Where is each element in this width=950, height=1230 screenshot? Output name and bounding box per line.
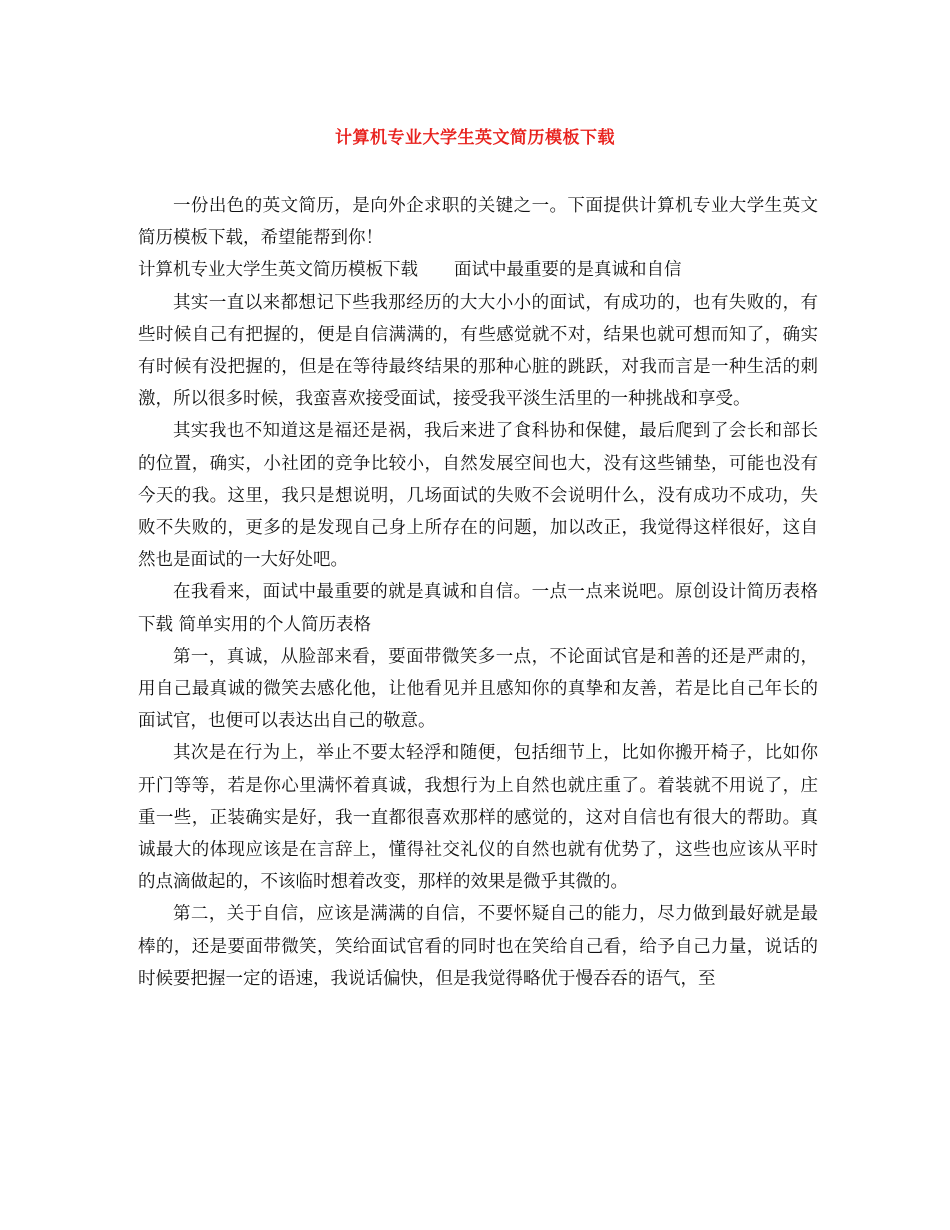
body-paragraph-5: 其次是在行为上，举止不要太轻浮和随便，包括细节上，比如你搬开椅子，比如你开门等等，若是你心里满怀着真诚，我想行为上自然也就庄重了。着装就不用说了，庄重一些，正装确实是好，我一直都很喜欢那样的感觉的，这对自信也有很大的帮助。真诚最大的体现应该是在言辞上，懂得社交礼仪的自然也就有优势了，这些也应该从平时的点滴做起的，不该临时想着改变，那样的效果是微乎其微的。 bbox=[138, 743, 818, 893]
body-paragraph-6: 第二，关于自信，应该是满满的自信，不要怀疑自己的能力，尽力做到最好就是最棒的，还是要面带微笑，笑给面试官看的同时也在笑给自己看，给予自己力量，说话的时候要把握一定的语速，我说话偏快，但是我觉得略优于慢吞吞的语气，至 bbox=[138, 904, 818, 989]
document-body bbox=[138, 190, 818, 995]
intro-paragraph: 一份出色的英文简历，是向外企求职的关键之一。下面提供计算机专业大学生英文简历模板下载，希望能帮到你！ bbox=[138, 196, 818, 249]
subheading-right: 面试中最重要的是真诚和自信 bbox=[454, 260, 682, 281]
subheading-left: 计算机专业大学生英文简历模板下载 bbox=[138, 260, 418, 281]
subheading-line bbox=[138, 254, 818, 286]
body-paragraph-1: 其实一直以来都想记下些我那经历的大大小小的面试，有成功的，也有失败的，有些时候自己有把握的，便是自信满满的，有些感觉就不对，结果也就可想而知了，确实有时候有没把握的，但是在等待最终结果的那种心脏的跳跃，对我而言是一种生活的刺激，所以很多时候，我蛮喜欢接受面试，接受我平淡生活里的一种挑战和享受。 bbox=[138, 292, 818, 410]
body-paragraph-4: 第一，真诚，从脸部来看，要面带微笑多一点，不论面试官是和善的还是严肃的，用自己最真诚的微笑去感化他，让他看见并且感知你的真挚和友善，若是比自己年长的面试官，也便可以表达出自己的敬意。 bbox=[138, 646, 818, 732]
body-paragraph-3: 在我看来，面试中最重要的就是真诚和自信。一点一点来说吧。原创设计简历表格下载 简单实用的个人简历表格 bbox=[138, 582, 818, 635]
document-title: 计算机专业大学生英文简历模板下载 bbox=[335, 128, 615, 148]
body-paragraph-2: 其实我也不知道这是福还是祸，我后来进了食科协和保健，最后爬到了会长和部长的位置，确实，小社团的竞争比较小，自然发展空间也大，没有这些铺垫，可能也没有今天的我。这里，我只是想说明，几场面试的失败不会说明什么，没有成功不成功，失败不失败的，更多的是发现自己身上所存在的问题，加以改正，我觉得这样很好，这自然也是面试的一大好处吧。 bbox=[138, 421, 818, 571]
